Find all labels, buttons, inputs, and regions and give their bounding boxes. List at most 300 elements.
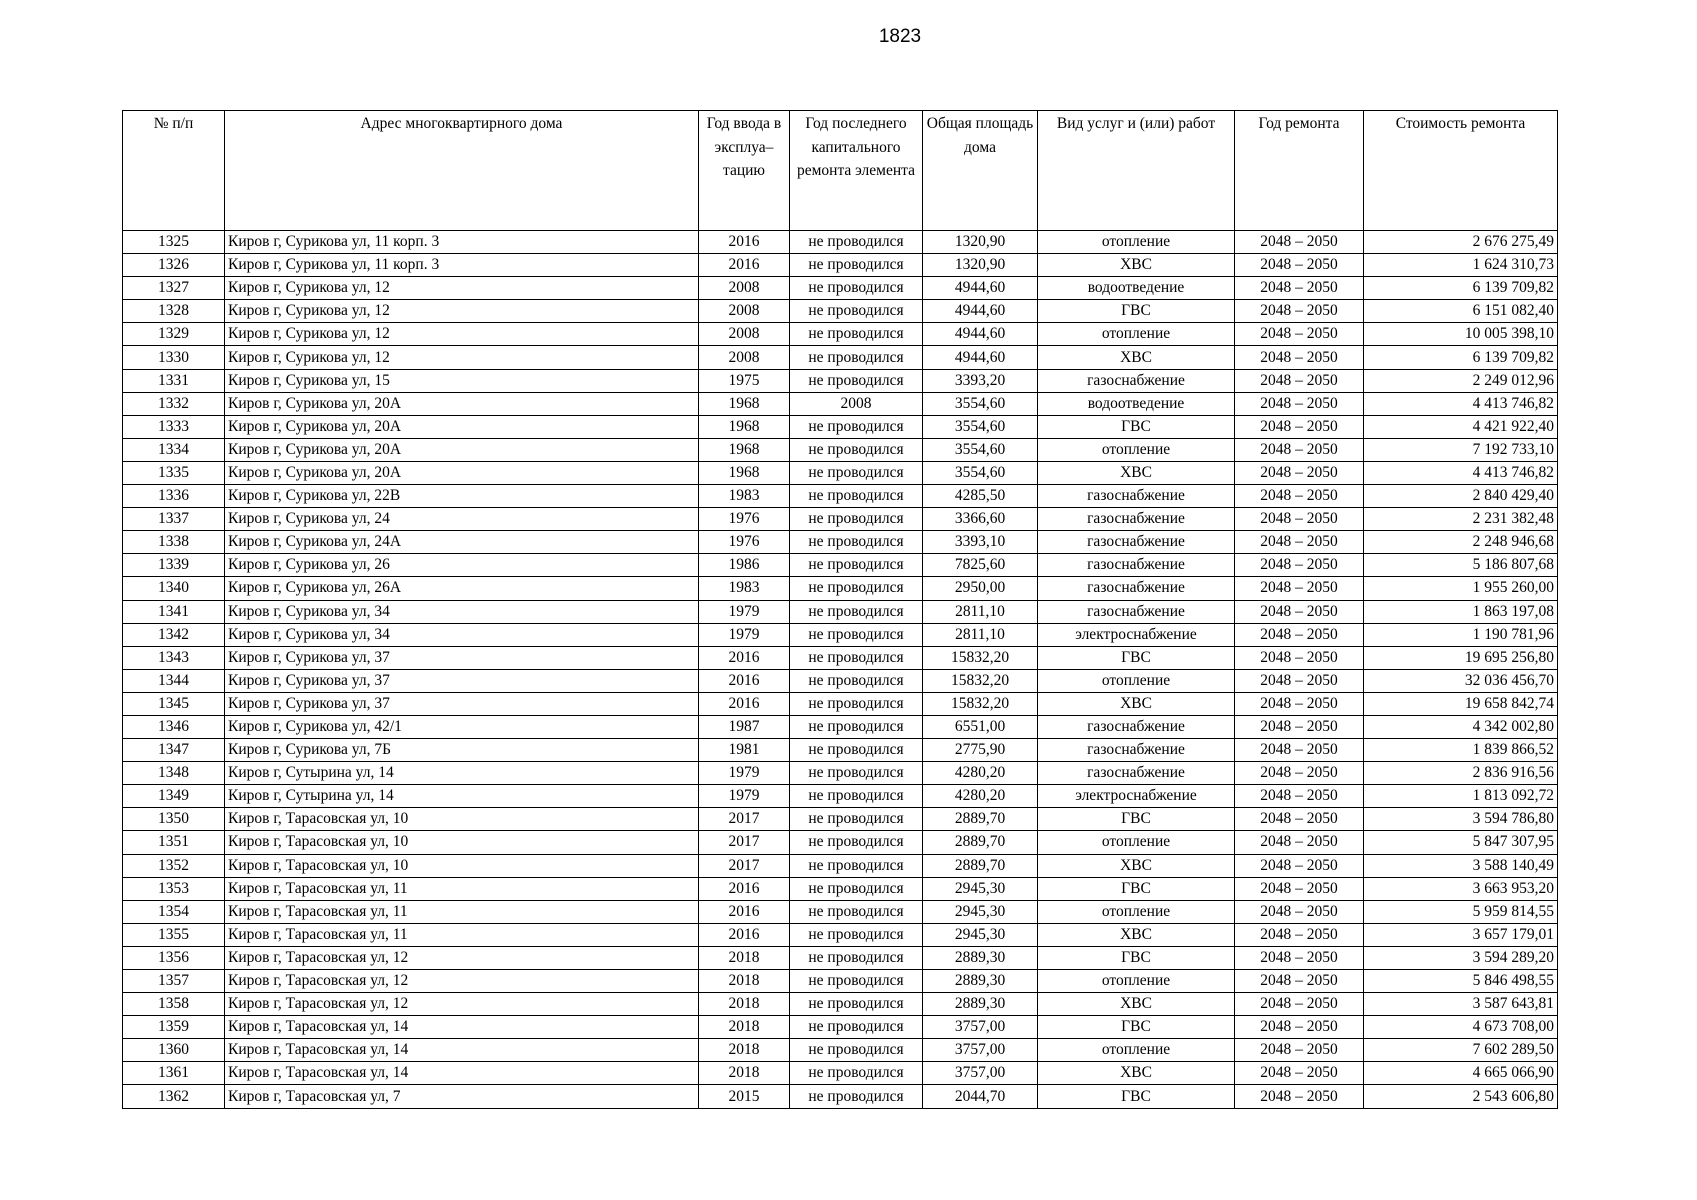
- cell-repair-period: 2048 – 2050: [1235, 993, 1364, 1016]
- table-row: [123, 277, 1558, 300]
- cell-address: Киров г, Сурикова ул, 11 корп. 3: [225, 254, 699, 277]
- cell-repair-cost: 2 676 275,49: [1364, 231, 1558, 254]
- table-row: [123, 993, 1558, 1016]
- cell-address: Киров г, Сурикова ул, 20А: [225, 415, 699, 438]
- cell-address: Киров г, Тарасовская ул, 10: [225, 808, 699, 831]
- cell-repair-cost: 6 139 709,82: [1364, 277, 1558, 300]
- cell-repair-cost: 4 342 002,80: [1364, 715, 1558, 738]
- cell-total-area: 2945,30: [923, 923, 1038, 946]
- cell-year-built: 2018: [699, 1062, 790, 1085]
- header-work-type: Вид услуг и (или) работ: [1038, 111, 1235, 231]
- cell-repair-period: 2048 – 2050: [1235, 970, 1364, 993]
- cell-work-type: водоотведение: [1038, 277, 1235, 300]
- cell-address: Киров г, Тарасовская ул, 12: [225, 970, 699, 993]
- cell-year-built: 1983: [699, 485, 790, 508]
- table-row: [123, 762, 1558, 785]
- cell-address: Киров г, Сутырина ул, 14: [225, 785, 699, 808]
- cell-work-type: ГВС: [1038, 646, 1235, 669]
- cell-repair-cost: 3 594 289,20: [1364, 946, 1558, 969]
- cell-repair-cost: 2 231 382,48: [1364, 508, 1558, 531]
- cell-total-area: 3757,00: [923, 1016, 1038, 1039]
- cell-row-number: 1356: [123, 946, 225, 969]
- cell-work-type: отопление: [1038, 831, 1235, 854]
- cell-year-built: 1968: [699, 438, 790, 461]
- cell-total-area: 3757,00: [923, 1062, 1038, 1085]
- cell-repair-cost: 4 673 708,00: [1364, 1016, 1558, 1039]
- cell-repair-cost: 5 186 807,68: [1364, 554, 1558, 577]
- cell-row-number: 1350: [123, 808, 225, 831]
- cell-year-built: 1981: [699, 739, 790, 762]
- table-row: [123, 877, 1558, 900]
- cell-repair-cost: 1 624 310,73: [1364, 254, 1558, 277]
- cell-total-area: 7825,60: [923, 554, 1038, 577]
- cell-work-type: отопление: [1038, 323, 1235, 346]
- cell-address: Киров г, Тарасовская ул, 14: [225, 1039, 699, 1062]
- cell-address: Киров г, Сурикова ул, 20А: [225, 461, 699, 484]
- cell-row-number: 1339: [123, 554, 225, 577]
- cell-address: Киров г, Сурикова ул, 12: [225, 277, 699, 300]
- cell-year-built: 2016: [699, 692, 790, 715]
- cell-address: Киров г, Сурикова ул, 12: [225, 346, 699, 369]
- cell-last-repair-year: не проводился: [790, 877, 923, 900]
- cell-repair-period: 2048 – 2050: [1235, 877, 1364, 900]
- cell-year-built: 1968: [699, 392, 790, 415]
- cell-repair-period: 2048 – 2050: [1235, 923, 1364, 946]
- header-year-built: Год ввода в эксплуа–тацию: [699, 111, 790, 231]
- cell-row-number: 1341: [123, 600, 225, 623]
- cell-row-number: 1342: [123, 623, 225, 646]
- cell-repair-period: 2048 – 2050: [1235, 831, 1364, 854]
- cell-year-built: 1976: [699, 508, 790, 531]
- table-row: [123, 692, 1558, 715]
- cell-repair-cost: 2 836 916,56: [1364, 762, 1558, 785]
- table-row: [123, 715, 1558, 738]
- cell-address: Киров г, Сурикова ул, 20А: [225, 392, 699, 415]
- cell-repair-cost: 3 587 643,81: [1364, 993, 1558, 1016]
- cell-address: Киров г, Сурикова ул, 34: [225, 623, 699, 646]
- cell-row-number: 1333: [123, 415, 225, 438]
- cell-year-built: 2018: [699, 946, 790, 969]
- cell-repair-period: 2048 – 2050: [1235, 854, 1364, 877]
- cell-row-number: 1329: [123, 323, 225, 346]
- cell-repair-period: 2048 – 2050: [1235, 762, 1364, 785]
- cell-total-area: 3393,10: [923, 531, 1038, 554]
- cell-total-area: 2889,70: [923, 831, 1038, 854]
- cell-last-repair-year: не проводился: [790, 300, 923, 323]
- cell-row-number: 1334: [123, 438, 225, 461]
- cell-repair-period: 2048 – 2050: [1235, 231, 1364, 254]
- cell-repair-cost: 19 695 256,80: [1364, 646, 1558, 669]
- cell-year-built: 1979: [699, 600, 790, 623]
- header-repair-period: Год ремонта: [1235, 111, 1364, 231]
- cell-work-type: ХВС: [1038, 1062, 1235, 1085]
- cell-work-type: газоснабжение: [1038, 554, 1235, 577]
- cell-last-repair-year: не проводился: [790, 715, 923, 738]
- cell-total-area: 2044,70: [923, 1085, 1038, 1108]
- cell-work-type: отопление: [1038, 438, 1235, 461]
- cell-address: Киров г, Сурикова ул, 24А: [225, 531, 699, 554]
- cell-address: Киров г, Тарасовская ул, 11: [225, 923, 699, 946]
- cell-repair-period: 2048 – 2050: [1235, 577, 1364, 600]
- cell-last-repair-year: не проводился: [790, 739, 923, 762]
- table-row: [123, 554, 1558, 577]
- cell-year-built: 2016: [699, 877, 790, 900]
- cell-repair-period: 2048 – 2050: [1235, 461, 1364, 484]
- cell-total-area: 15832,20: [923, 646, 1038, 669]
- cell-repair-period: 2048 – 2050: [1235, 369, 1364, 392]
- cell-work-type: ГВС: [1038, 1085, 1235, 1108]
- cell-repair-cost: 3 594 786,80: [1364, 808, 1558, 831]
- cell-repair-cost: 5 847 307,95: [1364, 831, 1558, 854]
- cell-row-number: 1337: [123, 508, 225, 531]
- cell-address: Киров г, Сурикова ул, 42/1: [225, 715, 699, 738]
- table-row: [123, 831, 1558, 854]
- cell-repair-cost: 19 658 842,74: [1364, 692, 1558, 715]
- cell-work-type: газоснабжение: [1038, 485, 1235, 508]
- table-row: [123, 669, 1558, 692]
- cell-repair-period: 2048 – 2050: [1235, 1062, 1364, 1085]
- table-row: [123, 900, 1558, 923]
- cell-repair-period: 2048 – 2050: [1235, 438, 1364, 461]
- cell-year-built: 2008: [699, 277, 790, 300]
- cell-row-number: 1348: [123, 762, 225, 785]
- cell-address: Киров г, Сурикова ул, 15: [225, 369, 699, 392]
- table-row: [123, 577, 1558, 600]
- cell-year-built: 1979: [699, 785, 790, 808]
- cell-last-repair-year: не проводился: [790, 970, 923, 993]
- cell-repair-cost: 5 846 498,55: [1364, 970, 1558, 993]
- cell-address: Киров г, Сурикова ул, 37: [225, 692, 699, 715]
- table-row: [123, 485, 1558, 508]
- header-address: Адрес многоквартирного дома: [225, 111, 699, 231]
- cell-repair-cost: 1 839 866,52: [1364, 739, 1558, 762]
- cell-year-built: 2018: [699, 993, 790, 1016]
- cell-work-type: газоснабжение: [1038, 762, 1235, 785]
- cell-work-type: ГВС: [1038, 1016, 1235, 1039]
- cell-total-area: 2811,10: [923, 623, 1038, 646]
- cell-year-built: 2017: [699, 808, 790, 831]
- cell-work-type: газоснабжение: [1038, 715, 1235, 738]
- table-row: [123, 854, 1558, 877]
- cell-work-type: отопление: [1038, 900, 1235, 923]
- cell-address: Киров г, Сутырина ул, 14: [225, 762, 699, 785]
- cell-total-area: 4944,60: [923, 346, 1038, 369]
- cell-repair-period: 2048 – 2050: [1235, 277, 1364, 300]
- cell-work-type: ХВС: [1038, 923, 1235, 946]
- table-row: [123, 946, 1558, 969]
- cell-last-repair-year: не проводился: [790, 646, 923, 669]
- cell-year-built: 2017: [699, 854, 790, 877]
- cell-repair-period: 2048 – 2050: [1235, 946, 1364, 969]
- cell-repair-period: 2048 – 2050: [1235, 646, 1364, 669]
- table-row: [123, 970, 1558, 993]
- cell-repair-period: 2048 – 2050: [1235, 346, 1364, 369]
- table-row: [123, 392, 1558, 415]
- cell-total-area: 3554,60: [923, 438, 1038, 461]
- cell-last-repair-year: не проводился: [790, 762, 923, 785]
- cell-repair-cost: 6 139 709,82: [1364, 346, 1558, 369]
- cell-last-repair-year: 2008: [790, 392, 923, 415]
- header-repair-cost: Стоимость ремонта: [1364, 111, 1558, 231]
- cell-year-built: 2016: [699, 254, 790, 277]
- cell-repair-cost: 7 192 733,10: [1364, 438, 1558, 461]
- cell-row-number: 1331: [123, 369, 225, 392]
- cell-repair-cost: 5 959 814,55: [1364, 900, 1558, 923]
- cell-address: Киров г, Сурикова ул, 20А: [225, 438, 699, 461]
- cell-address: Киров г, Тарасовская ул, 12: [225, 946, 699, 969]
- cell-repair-period: 2048 – 2050: [1235, 323, 1364, 346]
- table-row: [123, 785, 1558, 808]
- cell-address: Киров г, Сурикова ул, 26А: [225, 577, 699, 600]
- cell-work-type: водоотведение: [1038, 392, 1235, 415]
- cell-last-repair-year: не проводился: [790, 1039, 923, 1062]
- cell-year-built: 2016: [699, 923, 790, 946]
- cell-row-number: 1347: [123, 739, 225, 762]
- cell-address: Киров г, Тарасовская ул, 7: [225, 1085, 699, 1108]
- cell-last-repair-year: не проводился: [790, 554, 923, 577]
- cell-row-number: 1362: [123, 1085, 225, 1108]
- cell-last-repair-year: не проводился: [790, 854, 923, 877]
- cell-row-number: 1344: [123, 669, 225, 692]
- table-row: [123, 369, 1558, 392]
- cell-year-built: 1968: [699, 461, 790, 484]
- cell-address: Киров г, Сурикова ул, 22В: [225, 485, 699, 508]
- cell-repair-cost: 2 248 946,68: [1364, 531, 1558, 554]
- cell-row-number: 1336: [123, 485, 225, 508]
- cell-row-number: 1326: [123, 254, 225, 277]
- cell-row-number: 1358: [123, 993, 225, 1016]
- cell-row-number: 1355: [123, 923, 225, 946]
- cell-row-number: 1335: [123, 461, 225, 484]
- cell-total-area: 2889,30: [923, 993, 1038, 1016]
- table-row: [123, 323, 1558, 346]
- cell-repair-period: 2048 – 2050: [1235, 485, 1364, 508]
- cell-year-built: 2008: [699, 346, 790, 369]
- cell-repair-period: 2048 – 2050: [1235, 785, 1364, 808]
- cell-repair-cost: 10 005 398,10: [1364, 323, 1558, 346]
- cell-total-area: 4944,60: [923, 300, 1038, 323]
- cell-last-repair-year: не проводился: [790, 623, 923, 646]
- cell-total-area: 1320,90: [923, 231, 1038, 254]
- cell-row-number: 1346: [123, 715, 225, 738]
- cell-address: Киров г, Тарасовская ул, 10: [225, 831, 699, 854]
- table-row: [123, 415, 1558, 438]
- cell-year-built: 1968: [699, 415, 790, 438]
- cell-last-repair-year: не проводился: [790, 438, 923, 461]
- cell-repair-period: 2048 – 2050: [1235, 808, 1364, 831]
- cell-last-repair-year: не проводился: [790, 508, 923, 531]
- table-row: [123, 739, 1558, 762]
- cell-repair-cost: 1 863 197,08: [1364, 600, 1558, 623]
- cell-last-repair-year: не проводился: [790, 1062, 923, 1085]
- cell-repair-cost: 4 665 066,90: [1364, 1062, 1558, 1085]
- cell-year-built: 2008: [699, 300, 790, 323]
- cell-year-built: 1979: [699, 623, 790, 646]
- cell-repair-period: 2048 – 2050: [1235, 531, 1364, 554]
- cell-work-type: ХВС: [1038, 254, 1235, 277]
- cell-work-type: электроснабжение: [1038, 785, 1235, 808]
- cell-total-area: 2945,30: [923, 900, 1038, 923]
- cell-address: Киров г, Тарасовская ул, 10: [225, 854, 699, 877]
- cell-address: Киров г, Сурикова ул, 26: [225, 554, 699, 577]
- cell-repair-cost: 2 249 012,96: [1364, 369, 1558, 392]
- cell-repair-period: 2048 – 2050: [1235, 415, 1364, 438]
- table-row: [123, 531, 1558, 554]
- cell-address: Киров г, Сурикова ул, 7Б: [225, 739, 699, 762]
- cell-work-type: ХВС: [1038, 692, 1235, 715]
- cell-work-type: газоснабжение: [1038, 369, 1235, 392]
- cell-repair-period: 2048 – 2050: [1235, 669, 1364, 692]
- cell-address: Киров г, Сурикова ул, 24: [225, 508, 699, 531]
- cell-row-number: 1360: [123, 1039, 225, 1062]
- header-total-area: Общая площадь дома: [923, 111, 1038, 231]
- cell-row-number: 1343: [123, 646, 225, 669]
- cell-address: Киров г, Сурикова ул, 11 корп. 3: [225, 231, 699, 254]
- cell-repair-period: 2048 – 2050: [1235, 508, 1364, 531]
- cell-last-repair-year: не проводился: [790, 669, 923, 692]
- cell-last-repair-year: не проводился: [790, 254, 923, 277]
- cell-address: Киров г, Сурикова ул, 37: [225, 669, 699, 692]
- cell-repair-period: 2048 – 2050: [1235, 715, 1364, 738]
- table-row: [123, 646, 1558, 669]
- cell-year-built: 2018: [699, 1016, 790, 1039]
- cell-work-type: газоснабжение: [1038, 739, 1235, 762]
- table-row: [123, 438, 1558, 461]
- cell-address: Киров г, Тарасовская ул, 14: [225, 1062, 699, 1085]
- cell-row-number: 1328: [123, 300, 225, 323]
- cell-repair-cost: 2 543 606,80: [1364, 1085, 1558, 1108]
- cell-row-number: 1327: [123, 277, 225, 300]
- cell-total-area: 2811,10: [923, 600, 1038, 623]
- cell-repair-cost: 7 602 289,50: [1364, 1039, 1558, 1062]
- table-row: [123, 623, 1558, 646]
- cell-row-number: 1352: [123, 854, 225, 877]
- table-row: [123, 346, 1558, 369]
- cell-last-repair-year: не проводился: [790, 369, 923, 392]
- cell-year-built: 1983: [699, 577, 790, 600]
- cell-repair-period: 2048 – 2050: [1235, 692, 1364, 715]
- cell-year-built: 2016: [699, 646, 790, 669]
- cell-year-built: 1986: [699, 554, 790, 577]
- cell-work-type: ХВС: [1038, 993, 1235, 1016]
- cell-address: Киров г, Тарасовская ул, 14: [225, 1016, 699, 1039]
- cell-repair-cost: 3 588 140,49: [1364, 854, 1558, 877]
- cell-row-number: 1351: [123, 831, 225, 854]
- cell-work-type: ГВС: [1038, 877, 1235, 900]
- cell-repair-cost: 2 840 429,40: [1364, 485, 1558, 508]
- cell-total-area: 4944,60: [923, 277, 1038, 300]
- cell-address: Киров г, Сурикова ул, 37: [225, 646, 699, 669]
- cell-year-built: 1987: [699, 715, 790, 738]
- cell-total-area: 4280,20: [923, 785, 1038, 808]
- cell-repair-period: 2048 – 2050: [1235, 554, 1364, 577]
- cell-total-area: 15832,20: [923, 692, 1038, 715]
- cell-repair-cost: 1 813 092,72: [1364, 785, 1558, 808]
- cell-row-number: 1353: [123, 877, 225, 900]
- cell-last-repair-year: не проводился: [790, 785, 923, 808]
- cell-work-type: ХВС: [1038, 461, 1235, 484]
- table-row: [123, 808, 1558, 831]
- table-body: [123, 231, 1558, 1109]
- page-number: 1823: [878, 26, 922, 47]
- cell-year-built: 1976: [699, 531, 790, 554]
- cell-row-number: 1349: [123, 785, 225, 808]
- cell-last-repair-year: не проводился: [790, 346, 923, 369]
- table-row: [123, 1016, 1558, 1039]
- cell-row-number: 1345: [123, 692, 225, 715]
- cell-work-type: газоснабжение: [1038, 531, 1235, 554]
- cell-work-type: газоснабжение: [1038, 577, 1235, 600]
- cell-last-repair-year: не проводился: [790, 946, 923, 969]
- cell-last-repair-year: не проводился: [790, 600, 923, 623]
- cell-total-area: 6551,00: [923, 715, 1038, 738]
- cell-row-number: 1338: [123, 531, 225, 554]
- cell-total-area: 3554,60: [923, 461, 1038, 484]
- cell-total-area: 15832,20: [923, 669, 1038, 692]
- cell-repair-cost: 1 955 260,00: [1364, 577, 1558, 600]
- table-row: [123, 254, 1558, 277]
- header-row: [123, 111, 1558, 231]
- cell-repair-cost: 4 413 746,82: [1364, 392, 1558, 415]
- cell-last-repair-year: не проводился: [790, 531, 923, 554]
- cell-last-repair-year: не проводился: [790, 461, 923, 484]
- cell-repair-period: 2048 – 2050: [1235, 254, 1364, 277]
- cell-row-number: 1330: [123, 346, 225, 369]
- cell-repair-cost: 6 151 082,40: [1364, 300, 1558, 323]
- cell-repair-cost: 4 413 746,82: [1364, 461, 1558, 484]
- cell-work-type: отопление: [1038, 970, 1235, 993]
- cell-last-repair-year: не проводился: [790, 277, 923, 300]
- cell-year-built: 2016: [699, 669, 790, 692]
- cell-total-area: 2775,90: [923, 739, 1038, 762]
- cell-year-built: 2017: [699, 831, 790, 854]
- table-row: [123, 923, 1558, 946]
- cell-last-repair-year: не проводился: [790, 1016, 923, 1039]
- cell-last-repair-year: не проводился: [790, 808, 923, 831]
- cell-repair-period: 2048 – 2050: [1235, 600, 1364, 623]
- cell-total-area: 4944,60: [923, 323, 1038, 346]
- cell-total-area: 2889,70: [923, 808, 1038, 831]
- cell-row-number: 1340: [123, 577, 225, 600]
- cell-work-type: ГВС: [1038, 300, 1235, 323]
- cell-last-repair-year: не проводился: [790, 1085, 923, 1108]
- cell-total-area: 3554,60: [923, 415, 1038, 438]
- cell-address: Киров г, Сурикова ул, 34: [225, 600, 699, 623]
- cell-total-area: 1320,90: [923, 254, 1038, 277]
- cell-year-built: 2015: [699, 1085, 790, 1108]
- cell-last-repair-year: не проводился: [790, 900, 923, 923]
- cell-last-repair-year: не проводился: [790, 993, 923, 1016]
- cell-total-area: 2889,30: [923, 970, 1038, 993]
- table-row: [123, 1062, 1558, 1085]
- cell-last-repair-year: не проводился: [790, 415, 923, 438]
- cell-year-built: 2016: [699, 900, 790, 923]
- cell-last-repair-year: не проводился: [790, 923, 923, 946]
- table-row: [123, 1085, 1558, 1108]
- cell-work-type: отопление: [1038, 231, 1235, 254]
- cell-address: Киров г, Тарасовская ул, 11: [225, 877, 699, 900]
- cell-last-repair-year: не проводился: [790, 692, 923, 715]
- cell-year-built: 2018: [699, 1039, 790, 1062]
- table-row: [123, 1039, 1558, 1062]
- cell-repair-cost: 3 657 179,01: [1364, 923, 1558, 946]
- cell-repair-cost: 4 421 922,40: [1364, 415, 1558, 438]
- cell-repair-cost: 1 190 781,96: [1364, 623, 1558, 646]
- cell-repair-period: 2048 – 2050: [1235, 300, 1364, 323]
- cell-repair-period: 2048 – 2050: [1235, 739, 1364, 762]
- cell-repair-period: 2048 – 2050: [1235, 392, 1364, 415]
- cell-work-type: газоснабжение: [1038, 600, 1235, 623]
